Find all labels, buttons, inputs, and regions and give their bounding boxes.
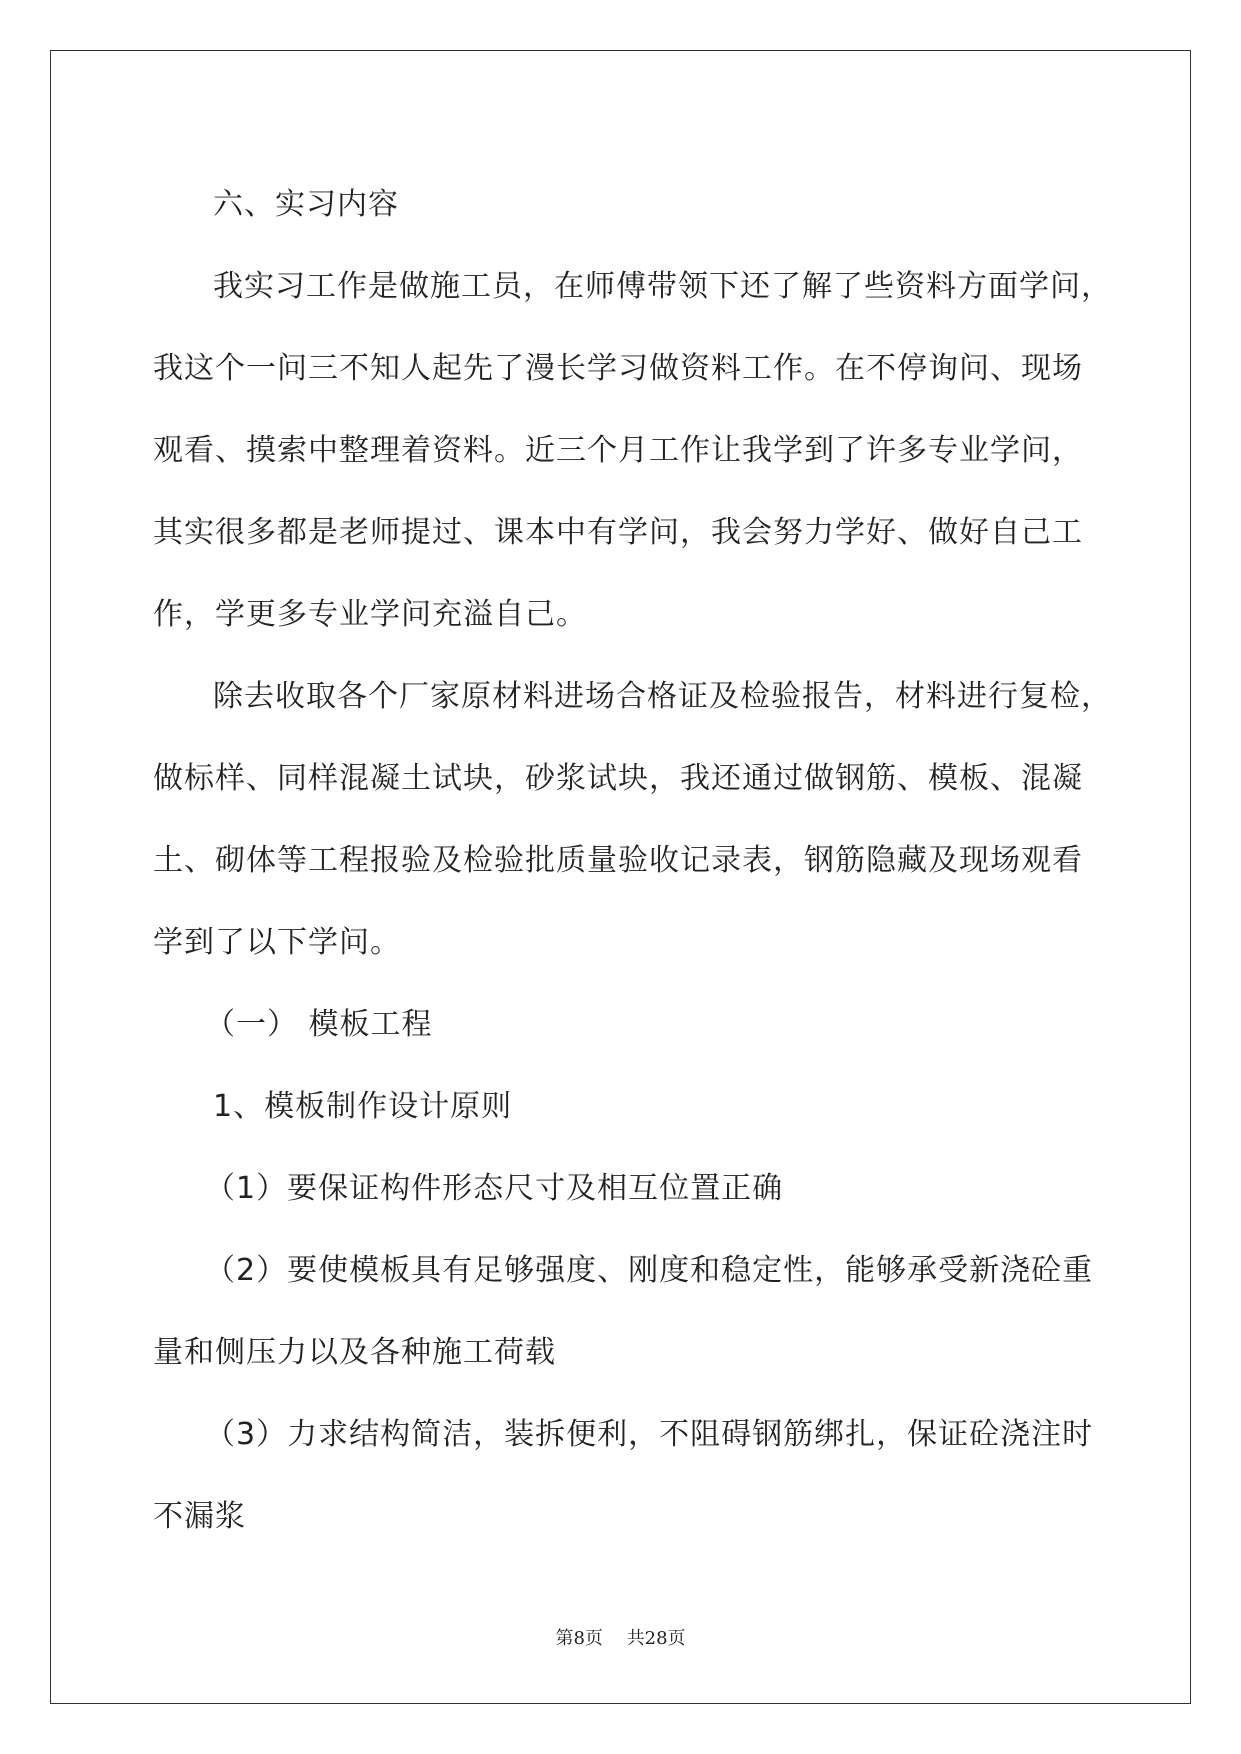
item-heading: 1、模板制作设计原则 — [213, 1089, 513, 1124]
section-heading: 六、实习内容 — [213, 187, 399, 222]
document-body — [153, 164, 1113, 1558]
paragraph-line: 除去收取各个厂家原材料进场合格证及检验报告，材料进行复检， — [213, 679, 1112, 714]
paragraph-line: 做标样、同样混凝土试块，砂浆试块，我还通过做钢筋、模板、混凝 — [153, 761, 1083, 796]
list-item: （2）要使模板具有足够强度、刚度和稳定性，能够承受新浇砼重 — [205, 1253, 1094, 1288]
paragraph-line: 作，学更多专业学问充溢自己。 — [153, 597, 587, 632]
page-footer — [0, 1624, 1241, 1650]
paragraph-line: 我这个一问三不知人起先了漫长学习做资料工作。在不停询问、现场 — [153, 351, 1083, 386]
list-item: （1）要保证构件形态尺寸及相互位置正确 — [205, 1171, 784, 1206]
paragraph-line: 我实习工作是做施工员，在师傅带领下还了解了些资料方面学问， — [213, 269, 1112, 304]
list-item-continuation: 不漏浆 — [153, 1499, 246, 1534]
subsection-heading: （一） 模板工程 — [205, 1007, 433, 1042]
page-number: 第8页 — [555, 1628, 603, 1649]
paragraph-line: 土、砌体等工程报验及检验批质量验收记录表，钢筋隐藏及现场观看 — [153, 843, 1083, 878]
list-item: （3）力求结构简洁，装拆便利，不阻碍钢筋绑扎，保证砼浇注时 — [205, 1417, 1094, 1452]
paragraph-line: 学到了以下学问。 — [153, 925, 401, 960]
paragraph-line: 其实很多都是老师提过、课本中有学问，我会努力学好、做好自己工 — [153, 515, 1083, 550]
list-item-continuation: 量和侧压力以及各种施工荷载 — [153, 1335, 556, 1370]
page-total: 共28页 — [626, 1628, 686, 1649]
paragraph-line: 观看、摸索中整理着资料。近三个月工作让我学到了许多专业学问， — [153, 433, 1083, 468]
